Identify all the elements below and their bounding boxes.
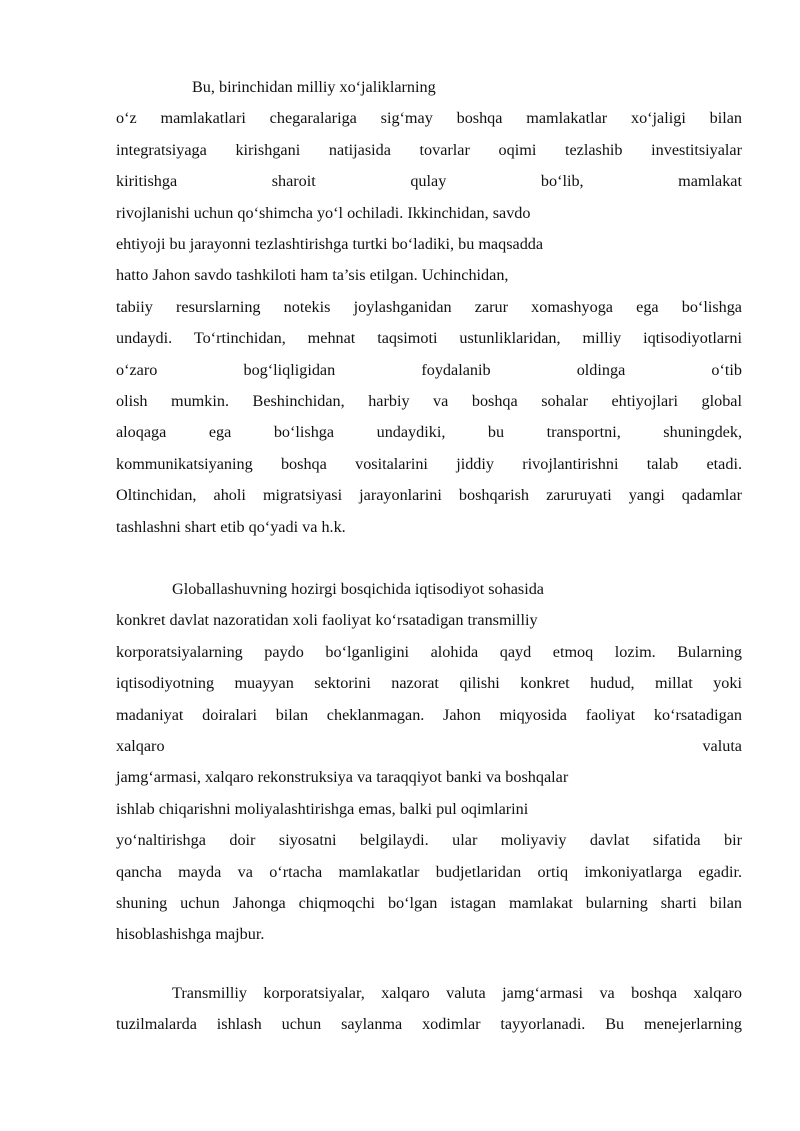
text-line: shuning uchun Jahonga chiqmoqchi bo‘lgan istagan mamlakat bularning sharti bilan	[116, 894, 742, 912]
text-line: aloqaga ega bo‘lishga undaydiki, bu transportni, shuningdek,	[116, 423, 742, 442]
text-line: ishlab chiqarishni moliyalashtirishga emas, balki pul oqimlarini	[116, 799, 529, 818]
text-line: jamg‘armasi, xalqaro rekonstruksiya va taraqqiyot banki va boshqalar	[116, 768, 569, 787]
text-line: tuzilmalarda ishlash uchun saylanma xodimlar tayyorlanadi. Bu menejerlarning	[116, 1015, 742, 1034]
text-line: madaniyat doiralari bilan cheklanmagan. Jahon miqyosida faoliyat ko‘rsatadigan	[116, 705, 742, 724]
text-line: korporatsiyalarning paydo bo‘lganligini alohida qayd etmoq lozim. Bularning	[116, 642, 742, 661]
text-line: integratsiyaga kirishgani natijasida tovarlar oqimi tezlashib investitsiyalar	[116, 140, 742, 159]
text-line: yo‘naltirishga doir siyosatni belgilaydi. ular moliyaviy davlat sifatida bir	[116, 831, 742, 850]
text-line: tashlashni shart etib qo‘yadi va h.k.	[116, 517, 346, 536]
text-line: kommunikatsiyaning boshqa vositalarini jiddiy rivojlantirishni talab etadi.	[116, 454, 742, 473]
text-line: xalqaro valuta	[116, 737, 742, 755]
text-line: iqtisodiyotning muayyan sektorini nazorat qilishi konkret hudud, millat yoki	[116, 674, 742, 693]
text-line: ehtiyoji bu jarayonni tezlashtirishga turtki bo‘ladiki, bu maqsadda	[116, 235, 544, 253]
text-line: konkret davlat nazoratidan xoli faoliyat ko‘rsatadigan transmilliy	[116, 611, 538, 630]
text-line: o‘z mamlakatlari chegaralariga sig‘may boshqa mamlakatlar xo‘jaligi bilan	[116, 109, 742, 128]
text-line: Bu, birinchidan milliy xo‘jaliklarning	[192, 78, 436, 96]
text-line: kiritishga sharoit qulay bo‘lib, mamlakat	[116, 172, 742, 191]
text-line: tabiiy resurslarning notekis joylashganidan zarur xomashyoga ega bo‘lishga	[116, 297, 742, 316]
text-line: qancha mayda va o‘rtacha mamlakatlar budjetlaridan ortiq imkoniyatlarga egadir.	[116, 862, 742, 881]
text-line: Globallashuvning hozirgi bosqichida iqtisodiyot sohasida	[172, 580, 544, 598]
text-line: o‘zaro bog‘liqligidan foydalanib oldinga o‘tib	[116, 360, 742, 379]
text-line: hisoblashishga majbur.	[116, 925, 265, 944]
text-line: olish mumkin. Beshinchidan, harbiy va boshqa sohalar ehtiyojlari global	[116, 392, 742, 410]
text-line: undaydi. To‘rtinchidan, mehnat taqsimoti ustunliklaridan, milliy iqtisodiyotlarni	[116, 329, 742, 348]
text-line: hatto Jahon savdo tashkiloti ham ta’sis etilgan. Uchinchidan,	[116, 266, 509, 285]
text-line: rivojlanishi uchun qo‘shimcha yo‘l ochiladi. Ikkinchidan, savdo	[116, 203, 531, 222]
text-line: Transmilliy korporatsiyalar, xalqaro valuta jamg‘armasi va boshqa xalqaro	[172, 984, 742, 1002]
text-line: Oltinchidan, aholi migratsiyasi jarayonlarini boshqarish zaruruyati yangi qadamlar	[116, 486, 742, 505]
